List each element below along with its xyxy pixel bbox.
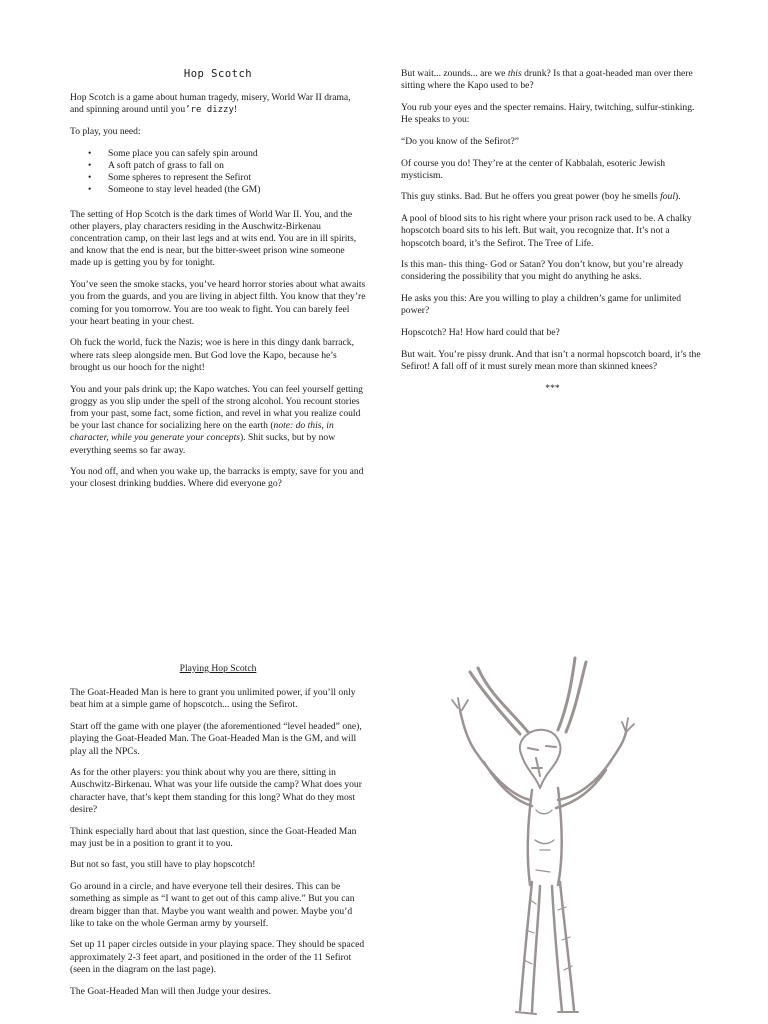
list-item: • Some place you can safely spin around: [108, 148, 366, 160]
grant-paragraph: The Goat-Headed Man is here to grant you unlimited power, if you’ll only beat him at a simple game of hopscotch... using the Sefirot.: [70, 687, 356, 711]
circle-paragraph: Go around in a circle, and have everyone tell their desires. This can be something as simple as “I want to get out of this camp alive.” But you can dream bigger than that. Maybe you want wealth and power. Maybe you’d like to take on the whole German army by yourself.: [70, 881, 355, 929]
start-paragraph: Start off the game with one player (the aforementioned “level headed” one), playing the Goat-Headed Man. The Goat-Headed Man is the GM, and will play all the NPCs.: [70, 721, 362, 757]
stinks-paragraph: This guy stinks. Bad. But he offers you great power (boy he smells foul).: [401, 191, 681, 203]
needs-list: [70, 148, 366, 197]
list-item: • A soft patch of grass to fall on: [108, 160, 366, 172]
zounds-paragraph: But wait... zounds... are we this drunk? Is that a goat-headed man over there sitting where the Kapo used to be?: [401, 68, 693, 92]
pissy-paragraph: But wait. You’re pissy drunk. And that isn’t a normal hopscotch board, it’s the Sefirot! A fall off of it must surely mean more than skinned knees?: [401, 348, 701, 372]
god-or-satan-paragraph: Is this man- this thing- God or Satan? You don’t know, but you’re already considering the possibility that you might do anything he asks.: [401, 259, 684, 283]
blood-paragraph: A pool of blood sits to his right where your prison rack used to be. A chalky hopscotch board sits to his left. But wait, you recognize that. It’s not a hopscotch board, it’s the Sefirot. The Tree of Life.: [401, 213, 692, 249]
page-title: Hop Scotch: [183, 68, 253, 80]
left-column-top: [70, 68, 366, 500]
setup-paragraph: Set up 11 paper circles outside in your playing space. They should be spaced approximately 2-3 feet apart, and positioned in the order of the 11 Sefirot (seen in the diagram on the last page).: [70, 939, 365, 975]
left-column-bottom: [70, 663, 366, 1007]
think-paragraph: Think especially hard about that last question, since the Goat-Headed Man may just be in a position to grant it to you.: [70, 825, 357, 849]
setting-paragraph: The setting of Hop Scotch is the dark times of World War II. You, and the other players, play characters residing in the Auschwitz-Birkenau concentration camp, on their last legs and at wits end. You are in ill spirits, and know that the end is near, but the bitter-sweet prison wine someone made up is getting you by for tonight.: [70, 208, 357, 269]
nod-paragraph: You nod off, and when you wake up, the barracks is empty, save for you and your closest drinking buddies. Where did everyone go?: [70, 466, 364, 490]
dizzy-word: ’re dizzy: [185, 105, 234, 116]
intro-paragraph: Hop Scotch is a game about human tragedy, misery, World War II drama, and spinning around until you’re dizzy!: [70, 92, 351, 116]
hopscotch-paragraph: Hopscotch? Ha! How hard could that be?: [401, 327, 560, 339]
drink-paragraph: You and your pals drink up; the Kapo watches. You can feel yourself getting groggy as you slip under the spell of the strong alcohol. You recount stories from your past, some fact, some fiction, and revel in what you realize could be your last chance for socializing here on the earth (note: do this, in character, while you generate your concepts). Shit sucks, but by now everything seems so far away.: [70, 383, 363, 456]
sefirot-question: “Do you know of the Sefirot?”: [401, 135, 520, 147]
other-players-paragraph: As for the other players: you think about why you are there, sitting in Auschwitz-Birkenau. What was your life outside the camp? What does your character have, that’s kept them standing for this long? What do they most desire?: [70, 767, 362, 815]
judge-paragraph: The Goat-Headed Man will then Judge your desires.: [70, 985, 271, 997]
list-item: • Someone to stay level headed (the GM): [108, 184, 366, 196]
goat-headed-man-illustration: [440, 650, 650, 1024]
smoke-paragraph: You’ve seen the smoke stacks, you’ve heard horror stories about what awaits you from the guards, and you are living in abject filth. You know that they’re coming for you tomorrow. You are too weak to fight. You can barely feel your heart beating in your chest.: [70, 279, 366, 327]
section-title: Playing Hop Scotch: [179, 663, 257, 674]
list-item: • Some spheres to represent the Sefirot: [108, 172, 366, 184]
right-column-top: [401, 68, 704, 395]
needs-intro: To play, you need:: [70, 126, 141, 138]
oh-paragraph: Oh fuck the world, fuck the Nazis; woe is here in this dingy dank barrack, where rats sleep alongside men. But God love the Kapo, because he’s brought us our hooch for the night!: [70, 337, 354, 373]
specter-paragraph: You rub your eyes and the specter remains. Hairy, twitching, sulfur-stinking. He speaks to you:: [401, 101, 695, 126]
not-so-fast-paragraph: But not so fast, you still have to play hopscotch!: [70, 859, 256, 871]
kabbalah-paragraph: Of course you do! They’re at the center of Kabbalah, esoteric Jewish mysticism.: [401, 157, 666, 181]
asks-paragraph: He asks you this: Are you willing to play a children’s game for unlimited power?: [401, 293, 682, 317]
section-separator: ***: [545, 382, 560, 394]
